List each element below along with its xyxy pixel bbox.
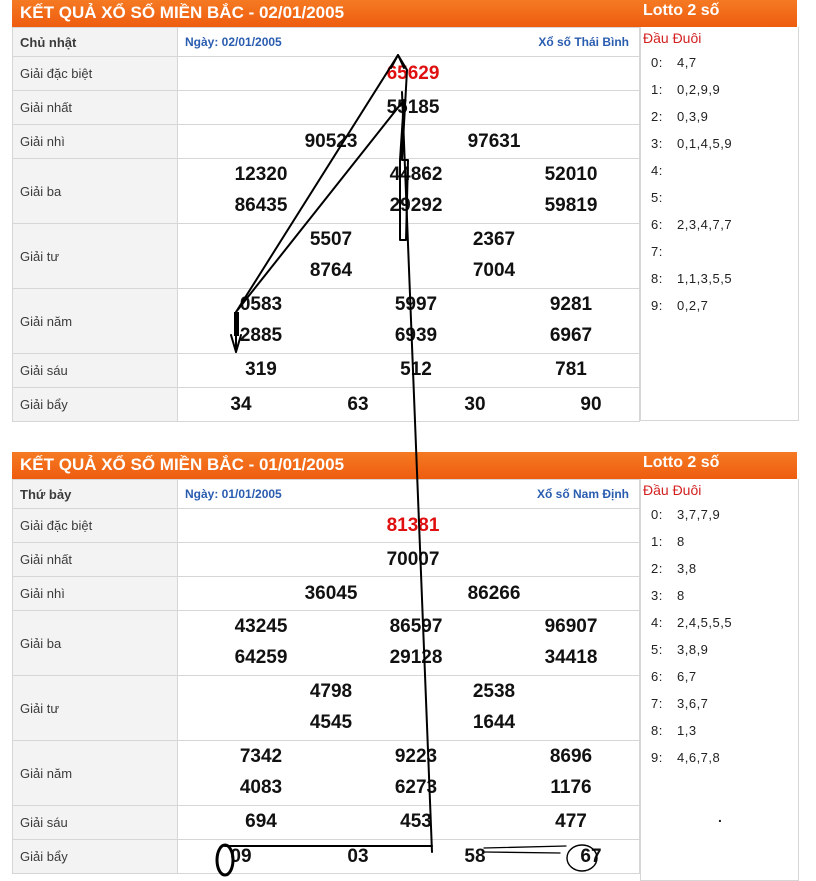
lotto-value: 6,7 [677,669,697,684]
lotto-value: 3,7,7,9 [677,507,721,522]
prize-number: 34 [230,394,252,415]
prize-number: 2367 [472,229,516,250]
prize-number: 4083 [239,777,283,798]
prize-number: 09 [230,846,252,867]
lotto-key: 8: [651,271,663,286]
prize-label: Giải bẩy [13,388,178,422]
lotto-value: 4,6,7,8 [677,750,721,765]
prize-label: Giải tư [13,224,178,289]
lotto-key: 0: [651,55,663,70]
lotto-value: 8 [677,588,685,603]
lotto-key: 4: [651,615,663,630]
prize-number: 70007 [386,549,440,570]
lotto-key: 5: [651,190,663,205]
prize-number: 4798 [309,681,353,702]
lotto-key: 8: [651,723,663,738]
prize-label: Giải ba [13,159,178,224]
prize-number: 81381 [386,515,440,536]
lotto-title: Lotto 2 số [643,2,720,19]
lotto-value: 4,7 [677,55,697,70]
prize-number: 12320 [234,164,288,185]
prize-label: Giải nhất [13,543,178,577]
prize-number: 97631 [467,131,521,152]
prize-number: 30 [464,394,486,415]
prize-number: 5507 [309,229,353,250]
lotto-header: Đầu Đuôi [643,30,702,46]
lotto-key: 7: [651,244,663,259]
lotto-key: 3: [651,588,663,603]
lotto-key: 4: [651,163,663,178]
prize-label: Giải sáu [13,806,178,840]
lotto-value: 2,3,4,7,7 [677,217,733,232]
lotto-key: 1: [651,82,663,97]
prize-number: 9281 [549,294,593,315]
prize-label: Giải nhì [13,577,178,611]
prize-label: Giải sáu [13,354,178,388]
annotation-arrow [484,846,566,853]
prize-number: 6939 [394,325,438,346]
prize-number: 7004 [472,260,516,281]
date-link[interactable]: Ngày: 02/01/2005 [185,35,282,49]
day-link[interactable]: Chủ nhật [13,28,178,57]
prize-number: 453 [400,811,432,832]
lotto-value: 0,2,7 [677,298,709,313]
source-link[interactable]: Xổ số Nam Định [536,487,629,501]
prize-number: 7342 [239,746,283,767]
prize-number: 1176 [550,777,592,798]
prize-number: 36045 [304,583,358,604]
lotto-value: 3,8,9 [677,642,709,657]
lotto-value: 3,8 [677,561,697,576]
prize-number: 4545 [309,712,353,733]
lotto-header: Đầu Đuôi [643,482,702,498]
prize-number: 86435 [234,195,288,216]
prize-number: 58 [464,846,486,867]
lotto-key: 0: [651,507,663,522]
prize-label: Giải nhất [13,91,178,125]
prize-number: 67 [580,846,602,867]
lotto-key: 5: [651,642,663,657]
lotto-value: 0,3,9 [677,109,709,124]
prize-number: 2538 [472,681,516,702]
result-title: KẾT QUẢ XỔ SỐ MIỀN BẮC - 02/01/2005 [20,3,345,22]
prize-label: Giải tư [13,676,178,741]
stray-mark: . [718,809,722,825]
lotto-key: 7: [651,696,663,711]
prize-number: 1644 [472,712,516,733]
lotto-key: 6: [651,217,663,232]
date-link[interactable]: Ngày: 01/01/2005 [185,487,282,501]
prize-number: 0583 [239,294,283,315]
prize-number: 694 [245,811,277,832]
prize-number: 03 [347,846,369,867]
prize-number: 52010 [544,164,598,185]
lotto-key: 9: [651,750,663,765]
lotto-key: 2: [651,561,663,576]
lotto-value: 8 [677,534,685,549]
prize-number: 86597 [389,616,443,637]
prize-number: 55185 [386,97,440,118]
annotation-bar [234,312,239,336]
prize-label: Giải năm [13,741,178,806]
prize-number: 34418 [544,647,598,668]
prize-number: 9223 [394,746,438,767]
lotto-key: 1: [651,534,663,549]
prize-number: 63 [347,394,369,415]
prize-number: 44862 [389,164,443,185]
annotation-circle [217,845,233,875]
lotto-value: 0,1,4,5,9 [677,136,733,151]
prize-number: 29292 [389,195,443,216]
lotto-key: 6: [651,669,663,684]
prize-number: 8696 [549,746,593,767]
lotto-value: 3,6,7 [677,696,709,711]
prize-label: Giải năm [13,289,178,354]
lotto-value: 0,2,9,9 [677,82,721,97]
prize-label: Giải ba [13,611,178,676]
prize-number: 6273 [394,777,438,798]
lotto-key: 2: [651,109,663,124]
lotto-title: Lotto 2 số [643,454,720,471]
prize-number: 64259 [234,647,288,668]
annotation-circle [567,845,597,871]
prize-number: 90523 [304,131,358,152]
prize-number: 5997 [394,294,438,315]
prize-number: 8764 [309,260,353,281]
prize-number: 781 [555,359,587,380]
prize-number: 96907 [544,616,598,637]
prize-number: 512 [400,359,432,380]
prize-number: 29128 [389,647,443,668]
prize-label: Giải bẩy [13,840,178,874]
day-link[interactable]: Thứ bảy [13,480,178,509]
prize-label: Giải nhì [13,125,178,159]
result-title: KẾT QUẢ XỔ SỐ MIỀN BẮC - 01/01/2005 [20,455,345,474]
prize-label: Giải đặc biệt [13,509,178,543]
prize-number: 2885 [239,325,283,346]
lotto-value: 1,1,3,5,5 [677,271,733,286]
prize-number: 43245 [234,616,288,637]
annotation-line [402,92,432,852]
prize-number: 59819 [544,195,598,216]
annotation-arrow [236,55,408,352]
lotto-value: 1,3 [677,723,697,738]
source-link[interactable]: Xổ số Thái Bình [538,35,629,49]
prize-number: 319 [245,359,277,380]
prize-number: 477 [555,811,587,832]
prize-label: Giải đặc biệt [13,57,178,91]
prize-number: 6967 [549,325,593,346]
lotto-key: 3: [651,136,663,151]
prize-number: 86266 [467,583,521,604]
lotto-key: 9: [651,298,663,313]
prize-number: 65629 [386,63,440,84]
prize-number: 90 [580,394,602,415]
lotto-value: 2,4,5,5,5 [677,615,733,630]
